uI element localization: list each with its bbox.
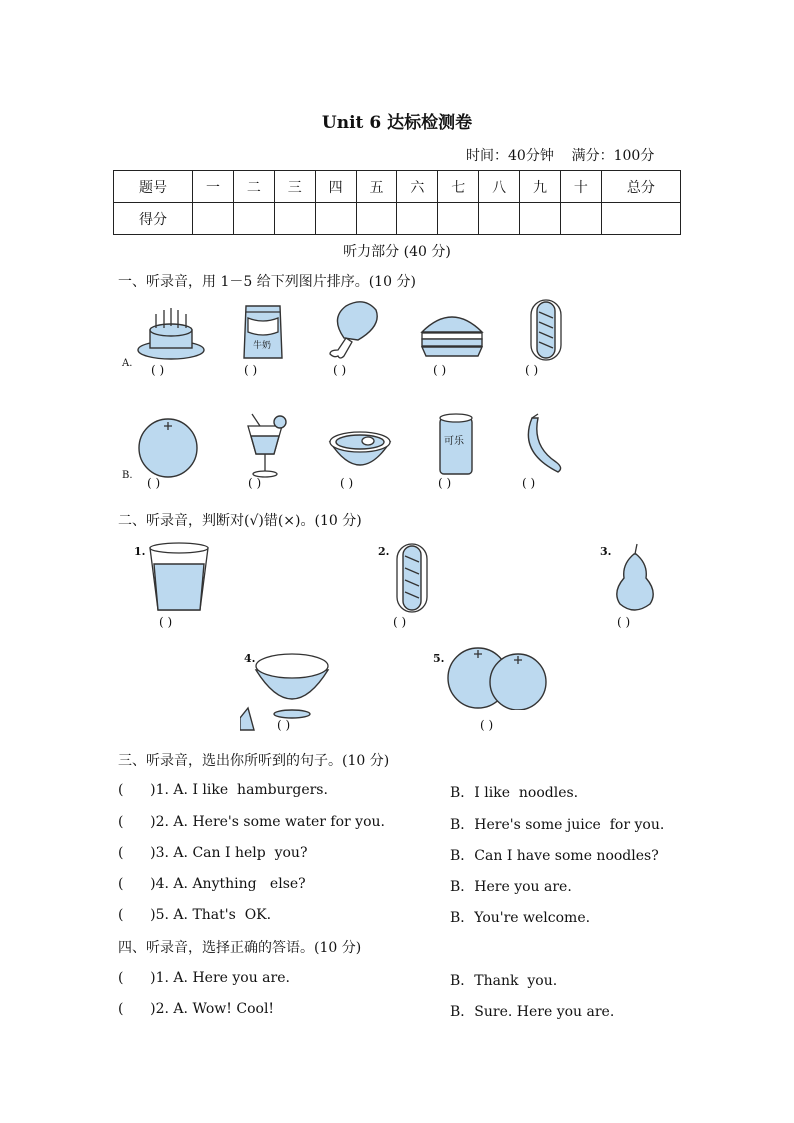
option-a[interactable]: ( )2. A. Wow! Cool! xyxy=(118,1001,275,1017)
water-glass-icon xyxy=(146,542,212,614)
banana-icon xyxy=(518,412,566,476)
option-b[interactable]: B．I like noodles. xyxy=(450,785,579,801)
answer-paren[interactable]: ( ) xyxy=(159,615,173,629)
score-cell: 二 xyxy=(233,171,274,203)
q3-heading: 三、听录音，选出你所听到的句子。(10 分) xyxy=(118,753,390,769)
answer-paren[interactable]: ( ) xyxy=(147,476,161,490)
score-cell: 八 xyxy=(479,171,520,203)
q4-heading: 四、听录音，选择正确的答语。(10 分) xyxy=(118,940,362,956)
score-table xyxy=(113,170,681,235)
score-cell: 一 xyxy=(193,171,234,203)
answer-paren[interactable]: ( ) xyxy=(248,476,262,490)
option-b[interactable]: B．Here you are. xyxy=(450,879,572,895)
hamburger-icon xyxy=(418,308,486,360)
score-cell: 六 xyxy=(397,171,438,203)
cola-label: 可乐 xyxy=(444,436,464,447)
option-a[interactable]: ( )1. A. I like hamburgers. xyxy=(118,782,328,798)
score-table-header-row xyxy=(114,171,681,203)
option-b[interactable]: B．Here's some juice for you. xyxy=(450,817,665,833)
answer-paren[interactable]: ( ) xyxy=(333,363,347,377)
score-cell: 总分 xyxy=(601,171,680,203)
score-input-cell[interactable] xyxy=(315,203,356,235)
option-b[interactable]: B．Can I have some noodles? xyxy=(450,848,659,864)
answer-paren[interactable]: ( ) xyxy=(522,476,536,490)
score-cell: 九 xyxy=(520,171,561,203)
q1-heading: 一、听录音，用 1－5 给下列图片排序。(10 分) xyxy=(118,274,416,290)
score-cell: 五 xyxy=(356,171,397,203)
pear-icon xyxy=(612,542,658,614)
option-b[interactable]: B．Thank you. xyxy=(450,973,558,989)
answer-paren[interactable]: ( ) xyxy=(438,476,452,490)
score-input-cell[interactable] xyxy=(193,203,234,235)
q2-heading: 二、听录音，判断对(√)错(×)。(10 分) xyxy=(118,513,362,529)
score-input-cell[interactable] xyxy=(438,203,479,235)
score-input-cell[interactable] xyxy=(356,203,397,235)
answer-paren[interactable]: ( ) xyxy=(525,363,539,377)
option-a[interactable]: ( )3. A. Can I help you? xyxy=(118,845,308,861)
score-table-score-row xyxy=(114,203,681,235)
option-a[interactable]: ( )5. A. That's OK. xyxy=(118,907,272,923)
answer-paren[interactable]: ( ) xyxy=(433,363,447,377)
score-input-cell[interactable] xyxy=(274,203,315,235)
score-cell: 十 xyxy=(560,171,601,203)
score-cell: 三 xyxy=(274,171,315,203)
item-number: 2. xyxy=(378,545,390,558)
answer-paren[interactable]: ( ) xyxy=(480,718,494,732)
option-b[interactable]: B．You're welcome. xyxy=(450,910,591,926)
score-input-cell[interactable] xyxy=(560,203,601,235)
score-cell: 得分 xyxy=(114,203,193,235)
juice-icon xyxy=(242,412,288,478)
listening-section-title: 听力部分 (40 分) xyxy=(343,244,451,260)
score-input-cell[interactable] xyxy=(520,203,561,235)
answer-paren[interactable]: ( ) xyxy=(393,615,407,629)
answer-paren[interactable]: ( ) xyxy=(151,363,165,377)
option-a[interactable]: ( )1. A. Here you are. xyxy=(118,970,290,986)
page-title: Unit 6 达标检测卷 xyxy=(321,113,473,133)
option-a[interactable]: ( )2. A. Here's some water for you. xyxy=(118,814,385,830)
chicken-leg-icon xyxy=(324,298,380,360)
answer-paren[interactable]: ( ) xyxy=(244,363,258,377)
option-a[interactable]: ( )4. A. Anything else? xyxy=(118,876,306,892)
oranges-icon xyxy=(446,646,552,710)
row-b-label: B. xyxy=(122,470,133,481)
option-b[interactable]: B．Sure. Here you are. xyxy=(450,1004,615,1020)
score-input-cell[interactable] xyxy=(233,203,274,235)
milk-icon xyxy=(240,298,286,362)
hot-dog-icon xyxy=(393,542,431,614)
noodles-icon xyxy=(328,428,392,476)
score-input-cell[interactable] xyxy=(397,203,438,235)
answer-paren[interactable]: ( ) xyxy=(617,615,631,629)
time-score-info: 时间：40分钟 满分：100分 xyxy=(466,148,655,164)
item-number: 1. xyxy=(134,545,146,558)
answer-paren[interactable]: ( ) xyxy=(340,476,354,490)
score-cell: 七 xyxy=(438,171,479,203)
answer-paren[interactable]: ( ) xyxy=(277,718,291,732)
score-input-cell[interactable] xyxy=(601,203,680,235)
score-cell: 四 xyxy=(315,171,356,203)
score-input-cell[interactable] xyxy=(479,203,520,235)
item-number: 4. xyxy=(244,652,256,665)
row-a-label: A. xyxy=(122,358,133,369)
item-number: 5. xyxy=(433,652,445,665)
orange-icon xyxy=(136,418,200,478)
milk-label: 牛奶 xyxy=(253,341,272,351)
item-number: 3. xyxy=(600,545,612,558)
score-cell: 题号 xyxy=(114,171,193,203)
cake-icon xyxy=(136,300,206,362)
hot-dog-icon xyxy=(527,298,565,362)
